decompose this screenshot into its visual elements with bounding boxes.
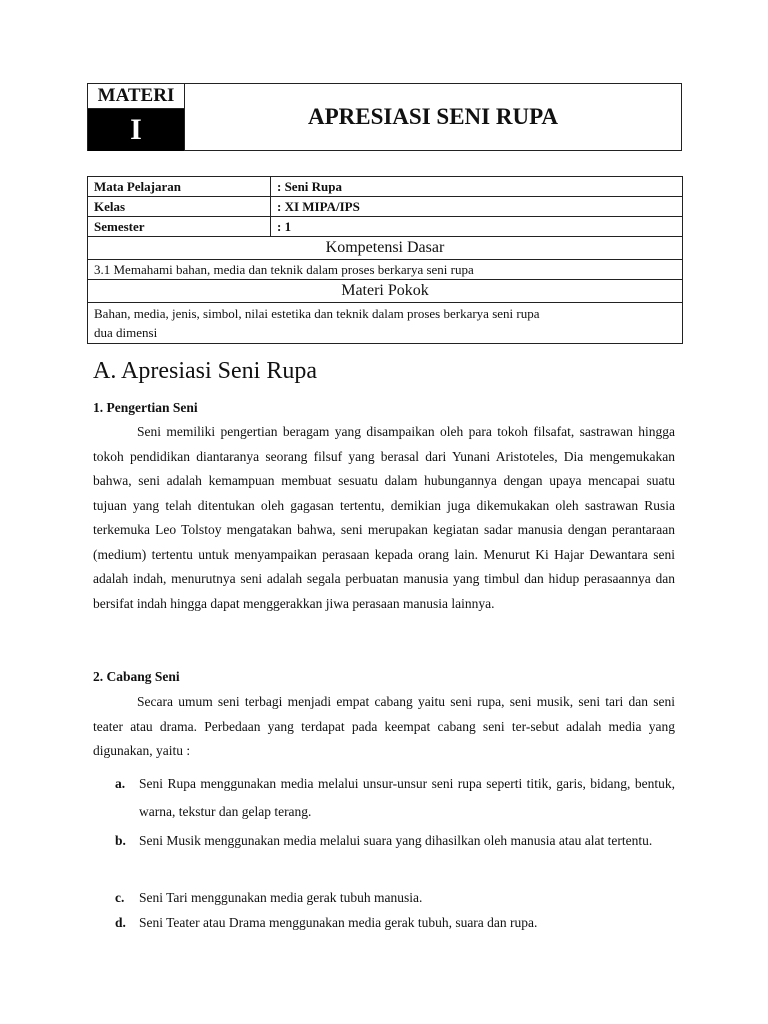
materi-pokok-header-row [88,280,683,303]
info-row [88,217,683,237]
list-text: Seni Rupa menggunakan media melalui unsur-unsur seni rupa seperti titik, garis, bidang, bentuk, warna, tekstur dan gelap terang. [139,776,675,819]
info-value: : Seni Rupa [271,177,683,197]
subsection-title: 1. Pengertian Seni [93,400,198,415]
list-marker: d. [115,915,126,930]
list-marker: c. [115,890,125,905]
materi-pokok-row [88,303,683,344]
info-label: Mata Pelajaran [88,177,271,197]
kompetensi-row [88,260,683,280]
chapter-header [87,83,682,151]
info-value: : 1 [271,217,683,237]
info-row [88,197,683,217]
materi-pokok-title: Materi Pokok [88,280,683,303]
paragraph: Secara umum seni terbagi menjadi empat cabang yaitu seni rupa, seni musik, seni tari dan seni teater atau drama. Perbedaan yang terdapat pada keempat cabang seni ter-sebut adalah media yang digunakan, yaitu : [93,694,675,758]
list-text: Seni Musik menggunakan media melalui suara yang dihasilkan oleh manusia atau alat tertentu. [139,833,653,848]
subsection-title: 2. Cabang Seni [93,669,180,684]
list-item [93,884,675,912]
kompetensi-text: 3.1 Memahami bahan, media dan teknik dalam proses berkarya seni rupa [88,260,683,280]
section-title: A. Apresiasi Seni Rupa [93,358,317,384]
list-item [93,909,675,937]
info-value: : XI MIPA/IPS [271,197,683,217]
info-row [88,177,683,197]
info-label: Kelas [88,197,271,217]
paragraph: Seni memiliki pengertian beragam yang disampaikan oleh para tokoh filsafat, sastrawan hingga tokoh pendidikan diantaranya seorang filsuf yang berasal dari Yunani Aristoteles, Dia mengemukakan bahwa, seni adalah kemampuan membuat sesuatu dalam hubungannya dengan upaya mencapai suatu tujuan yang telah ditentukan oleh gagasan tertentu, demikian juga dikemukakan oleh sastrawan Rusia terkemuka Leo Tolstoy mengatakan bahwa, seni merupakan kegiatan sadar manusia dengan perantaraan (medium) tertentu untuk menyampaikan perasaan kepada orang lain. Menurut Ki Hajar Dewantara seni adalah indah, menurutnya seni adalah segala perbuatan manusia yang timbul dan hidup perasaannya dan bersifat indah hingga dapat menggerakkan jiwa perasaan manusia lainnya. [93,424,675,611]
list-text: Seni Teater atau Drama menggunakan media gerak tubuh, suara dan rupa. [139,915,538,930]
materi-pokok-cell [88,303,683,344]
lesson-info-table [87,176,683,344]
chapter-title: APRESIASI SENI RUPA [307,104,559,129]
list-marker: a. [115,776,126,791]
materi-pokok-line: dua dimensi [94,325,158,340]
materi-label: MATERI [88,84,185,109]
info-label: Semester [88,217,271,237]
materi-pokok-line: Bahan, media, jenis, simbol, nilai estetika dan teknik dalam proses berkarya seni rupa [94,306,540,321]
list-text: Seni Tari menggunakan media gerak tubuh manusia. [139,890,423,905]
kompetensi-title: Kompetensi Dasar [88,237,683,260]
materi-number: I [88,109,185,151]
kompetensi-header-row [88,237,683,260]
list-item [93,827,675,855]
list-item [93,770,675,826]
list-marker: b. [115,833,126,848]
